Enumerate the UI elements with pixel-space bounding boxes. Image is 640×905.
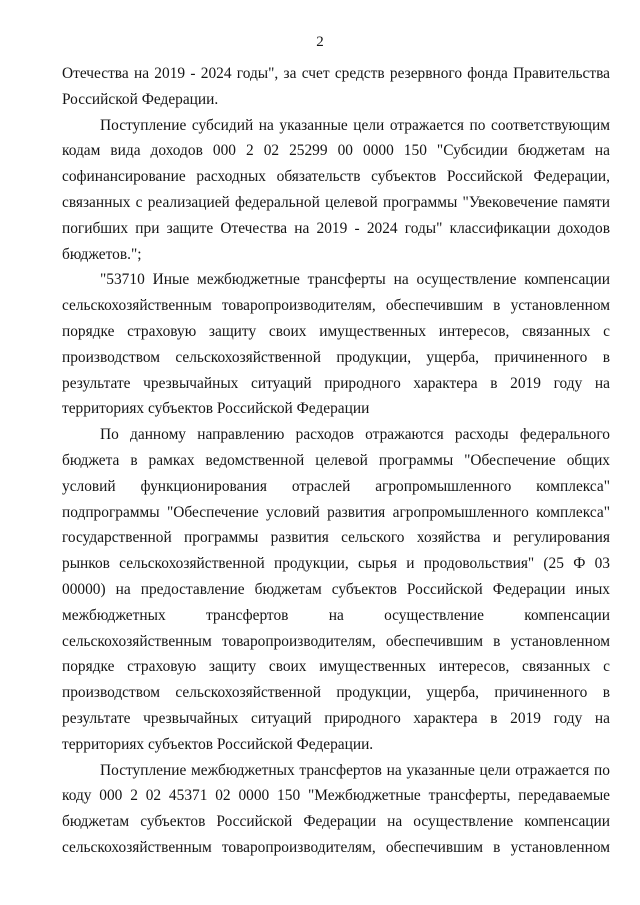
paragraph-code-53710: "53710 Иные межбюджетные трансферты на осуществление компенсации сельскохозяйственным товаропроизводителям, обеспечившим в установленном порядке страховую защиту своих имущественных интересов, связанных с производством сельскохозяйственной продукции, ущерба, причиненного в результате чрезвычайных ситуаций природного характера в 2019 году на территориях субъектов Российской Федерации [62,271,610,418]
page-number: 2 [316,34,324,50]
paragraph-continuation: Отечества на 2019 - 2024 годы", за счет средств резервного фонда Правительства Российской Федерации. [62,65,610,108]
document-body [62,61,610,861]
paragraph-subsidies-income: Поступление субсидий на указанные цели отражается по соответствующим кодам вида доходов 000 2 02 25299 00 0000 150 "Субсидии бюджетам на софинансирование расходных обязательств субъектов Российской Федерации, связанных с реализацией федеральной целевой программы "Увековечение памяти погибших при защите Отечества на 2019 - 2024 годы" классификации доходов бюджетов."; [62,116,610,263]
paragraph-transfers-income: Поступление межбюджетных трансфертов на указанные цели отражается по коду 000 2 02 45371 02 0000 150 "Межбюджетные трансферты, передаваемые бюджетам субъектов Российской Федерации на осуществление компенсации сельскохозяйственным товаропроизводителям, обеспечившим в установленном [62,761,610,856]
paragraph-expenses-direction: По данному направлению расходов отражаются расходы федерального бюджета в рамках ведомственной целевой программы "Обеспечение общих условий функционирования отраслей агропромышленного комплекса" подпрограммы "Обеспечение условий развития агропромышленного комплекса" государственной программы развития сельского хозяйства и регулирования рынков сельскохозяйственной продукции, сырья и продовольствия" (25 Ф 03 00000) на предоставление бюджетам субъектов Российской Федерации иных межбюджетных трансфертов на осуществление компенсации сельскохозяйственным товаропроизводителям, обеспечившим в установленном порядке страховую защиту своих имущественных интересов, связанных с производством сельскохозяйственной продукции, ущерба, причиненного в результате чрезвычайных ситуаций природного характера в 2019 году на территориях субъектов Российской Федерации. [62,426,610,753]
